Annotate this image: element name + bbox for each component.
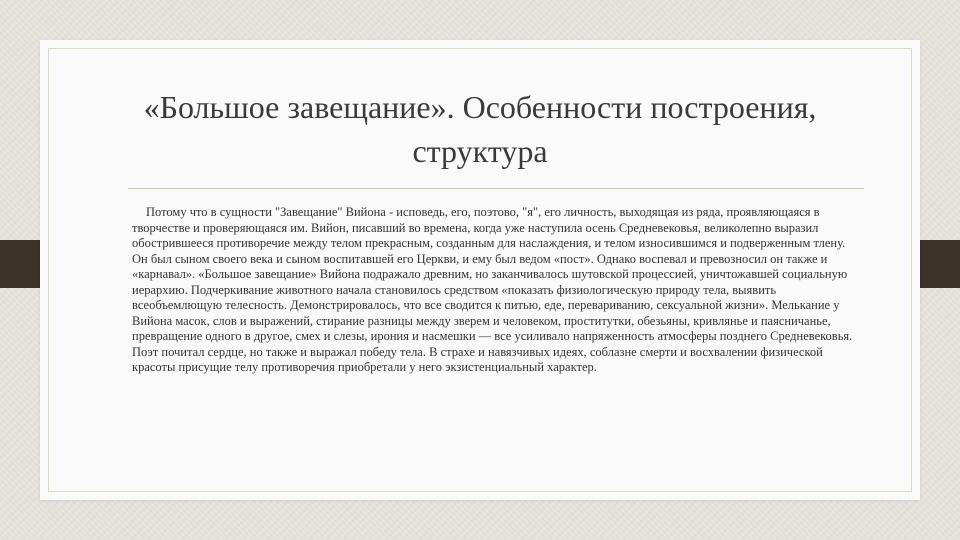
slide-title: «Большое завещание». Особенности построения, структура bbox=[143, 89, 817, 169]
right-accent-bar bbox=[920, 240, 960, 288]
title-divider bbox=[128, 188, 864, 189]
left-accent-bar bbox=[0, 240, 40, 288]
slide-body-text: Потому что в сущности "Завещание" Вийона - исповедь, его, поэтово, "я", его личность, выходящая из ряда, проявляющаяся в творчестве и проверяющаяся им. Вийон, писавший во времена, когда уже наступила осень Средневековья, великолепно выразил обострившееся противоречие между телом прекрасным, созданным для наслаждения, и телом износившимся и подверженным тлену. Он был сыном своего века и сыном воспитавшей его Церкви, и ему был ведом «пост». Однако воспевал и превозносил он также и «карнавал». «Большое завещание» Вийона подражало древним, но заканчивалось шутовской процессией, уничтожавшей социальную иерархию. Подчеркивание животного начала становилось средством «показать физиологическую природу тела, выявить всеобъемлющую телесность. Демонстрировалось, что все сводится к питью, еде, перевариванию, сексуальной жизни». Мелькание у Вийона масок, слов и выражений, стирание разницы между зверем и человеком, проститутки, обезьяны, кривлянье и паясничанье, превращение одного в другое, смех и слезы, ирония и насмешки — все усиливало напряженность атмосферы позднего Средневековья. Поэт почитал сердце, но также и выражал победу тела. В страхе и навязчивых идеях, соблазне смерти и восхвалении физической красоты присущие телу противоречия приобретали у него экзистенциальный характер. bbox=[132, 205, 853, 374]
slide-card bbox=[40, 40, 920, 500]
